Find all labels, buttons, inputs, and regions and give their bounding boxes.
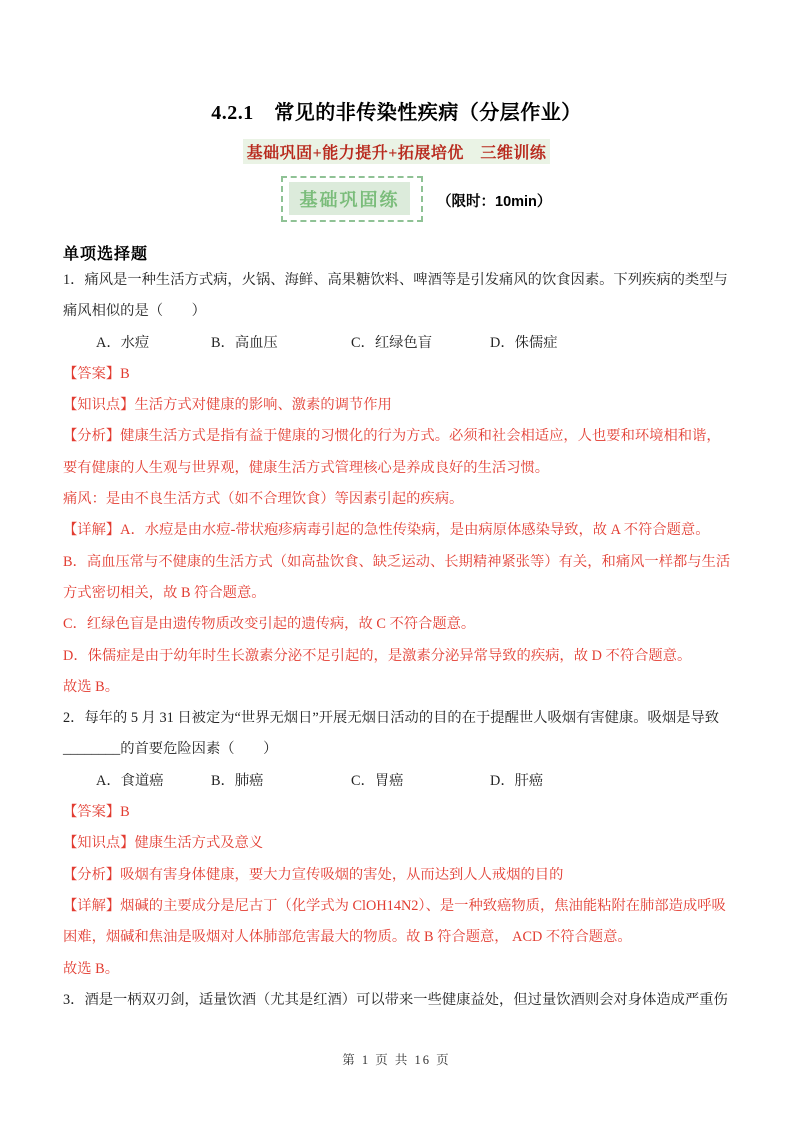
- basic-practice-badge: [281, 176, 423, 222]
- content-line: 1．痛风是一种生活方式病，火锅、海鲜、高果糖饮料、啤酒等是引发痛风的饮食因素。下列疾病的类型与: [63, 272, 728, 288]
- content-line: 痛风相似的是（ ）: [63, 303, 206, 320]
- content-line: 【答案】B: [63, 365, 130, 382]
- option-item: A．水痘: [96, 334, 150, 351]
- option-item: C．胃癌: [351, 772, 404, 789]
- content-line: 【知识点】健康生活方式及意义: [63, 835, 264, 852]
- content-line: ________的首要危险因素（ ）: [63, 741, 278, 758]
- badge-label: 基础巩固练: [289, 182, 410, 215]
- option-item: C．红绿色盲: [351, 334, 433, 351]
- option-item: A．食道癌: [96, 772, 164, 789]
- time-limit-label: （限时：10min）: [437, 194, 552, 210]
- content-line: B．高血压常与不健康的生活方式（如高盐饮食、缺乏运动、长期精神紧张等）有关，和痛风一样都与生活: [63, 553, 731, 570]
- options-row: [63, 766, 731, 797]
- content-line: D．侏儒症是由于幼年时生长激素分泌不足引起的，是激素分泌异常导致的疾病，故 D 不符合题意。: [63, 647, 692, 664]
- content-line: 痛风：是由不良生活方式（如不合理饮食）等因素引起的疾病。: [63, 491, 464, 508]
- option-item: B．高血压: [211, 334, 278, 351]
- content-line: 3．酒是一柄双刃剑，适量饮酒（尤其是红酒）可以带来一些健康益处，但过量饮酒则会对身体造成严重伤: [63, 991, 728, 1008]
- content-line: 【答案】B: [63, 804, 130, 821]
- page-title: 4.2.1 常见的非传染性疾病（分层作业）: [211, 102, 582, 124]
- content-line: 故选 B。: [63, 960, 120, 977]
- options-row: [63, 328, 731, 359]
- option-item: D．侏儒症: [490, 334, 558, 351]
- content-line: 要有健康的人生观与世界观，健康生活方式管理核心是养成良好的生活习惯。: [63, 459, 550, 476]
- content-line: 【分析】吸烟有害身体健康，要大力宣传吸烟的害处，从而达到人人戒烟的目的: [63, 866, 564, 883]
- section-heading: 单项选择题: [63, 246, 149, 263]
- option-item: B．肺癌: [211, 772, 264, 789]
- content-line: 【详解】A．水痘是由水痘-带状疱疹病毒引起的急性传染病，是由病原体感染导致，故 A 不符合题意。: [63, 522, 710, 539]
- content-line: 方式密切相关，故 B 符合题意。: [63, 584, 266, 601]
- content-line: 【详解】烟碱的主要成分是尼古丁（化学式为 ClOH14N2）、是一种致癌物质，焦油能粘附在肺部造成呼吸: [63, 897, 726, 914]
- page-number-footer: 第 1 页 共 16 页: [342, 1053, 451, 1067]
- content-line: 【知识点】生活方式对健康的影响、激素的调节作用: [63, 397, 392, 414]
- content-line: 困难，烟碱和焦油是吸烟对人体肺部危害最大的物质。故 B 符合题意， ACD 不符合题意。: [63, 929, 632, 946]
- content-area: [63, 265, 731, 1016]
- training-subtitle: 基础巩固+能力提升+拓展培优 三维训练: [243, 139, 551, 164]
- option-item: D．肝癌: [490, 772, 544, 789]
- content-line: C．红绿色盲是由遗传物质改变引起的遗传病，故 C 不符合题意。: [63, 616, 476, 633]
- subtitle-row: [0, 139, 793, 164]
- content-line: 【分析】健康生活方式是指有益于健康的习惯化的行为方式。必须和社会相适应，人也要和环境相和谐，: [63, 428, 721, 445]
- content-line: 2．每年的 5 月 31 日被定为“世界无烟日”开展无烟日活动的目的在于提醒世人吸烟有害健康。吸烟是导致: [63, 710, 720, 727]
- content-line: 故选 B。: [63, 678, 120, 695]
